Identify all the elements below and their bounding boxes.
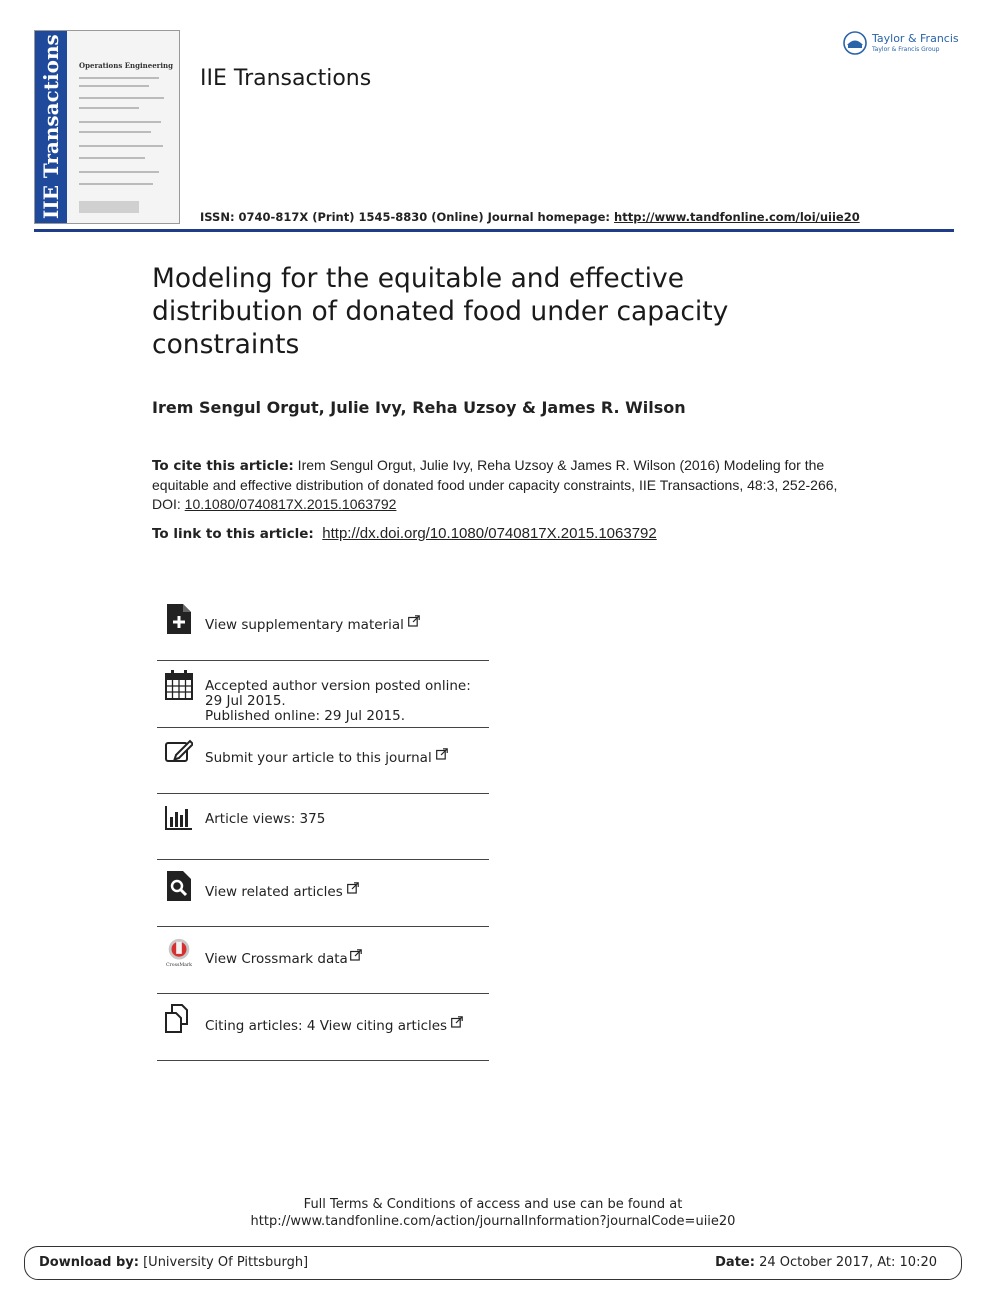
info-divider xyxy=(157,660,489,661)
citation-text: Irem Sengul Orgut, Julie Ivy, Reha Uzsoy & James R. Wilson (2016) Modeling for the equitable and effective distribution of donated food under capacity constraints, IIE Transactions, 48:3, 252-266, DOI: xyxy=(152,457,838,512)
citation-block xyxy=(152,456,852,514)
supplementary-material-link[interactable] xyxy=(205,615,490,633)
cover-publisher-mark xyxy=(79,201,139,213)
cover-line xyxy=(79,121,161,123)
info-divider xyxy=(157,859,489,860)
published-date: Published online: 29 Jul 2015. xyxy=(205,708,406,724)
journal-name: IIE Transactions xyxy=(200,66,372,91)
publication-dates-text xyxy=(205,679,490,724)
crossmark-label: View Crossmark data xyxy=(205,951,348,967)
publisher-logo-icon xyxy=(842,30,868,56)
citation-doi-link[interactable]: 10.1080/0740817X.2015.1063792 xyxy=(184,496,397,512)
article-title: Modeling for the equitable and effective distribution of donated food under capacity constraints xyxy=(152,263,729,360)
crossmark-item[interactable] xyxy=(157,935,489,993)
info-divider xyxy=(157,1060,489,1061)
accepted-date: Accepted author version posted online: 29 Jul 2015. xyxy=(205,678,471,709)
crossmark-link[interactable] xyxy=(205,949,490,967)
crossmark-icon xyxy=(165,937,193,967)
related-articles-item[interactable] xyxy=(157,868,489,926)
edit-icon xyxy=(165,736,193,766)
cover-line xyxy=(79,157,145,159)
cover-spine xyxy=(35,31,67,223)
article-link-label: To link to this article: xyxy=(152,526,314,542)
cover-line xyxy=(79,77,159,79)
article-link-block xyxy=(152,525,657,542)
info-divider xyxy=(157,926,489,927)
citing-articles-label: Citing articles: 4 View citing articles xyxy=(205,1018,448,1034)
cover-line xyxy=(79,131,151,133)
crossmark-caption: CrossMark xyxy=(165,963,193,967)
supplementary-material-item[interactable] xyxy=(157,604,489,660)
cover-title: Operations Engineering xyxy=(79,61,174,70)
supplementary-material-label: View supplementary material xyxy=(205,617,404,633)
date-label: Date: xyxy=(715,1255,755,1270)
download-info-bar xyxy=(24,1246,962,1280)
issn-text: ISSN: 0740-817X (Print) 1545-8830 (Online) Journal homepage: xyxy=(200,210,615,224)
cover-line xyxy=(79,145,163,147)
download-label: Download by: xyxy=(39,1255,139,1270)
bar-chart-icon xyxy=(165,804,193,834)
article-views-item xyxy=(157,802,489,860)
external-link-icon xyxy=(436,748,448,764)
journal-cover-image xyxy=(34,30,180,224)
citing-articles-item[interactable] xyxy=(157,1002,489,1060)
info-divider xyxy=(157,727,489,728)
external-link-icon xyxy=(347,882,359,898)
date-value: 24 October 2017, At: 10:20 xyxy=(754,1255,937,1270)
citation-label: To cite this article: xyxy=(152,458,294,474)
related-articles-label: View related articles xyxy=(205,884,343,900)
magnify-document-icon xyxy=(165,871,193,901)
journal-homepage-link[interactable]: http://www.tandfonline.com/loi/uiie20 xyxy=(614,210,860,224)
header-divider xyxy=(34,229,954,232)
calendar-icon xyxy=(165,670,193,700)
article-authors: Irem Sengul Orgut, Julie Ivy, Reha Uzsoy & James R. Wilson xyxy=(152,398,686,417)
cover-line xyxy=(79,171,159,173)
external-link-icon xyxy=(451,1016,463,1032)
citing-articles-link[interactable] xyxy=(205,1016,490,1034)
terms-link[interactable]: http://www.tandfonline.com/action/journalInformation?journalCode=uiie20 xyxy=(250,1214,736,1229)
related-articles-link[interactable] xyxy=(205,882,490,900)
publisher-name: Taylor & Francis xyxy=(872,32,959,45)
document-plus-icon xyxy=(165,604,193,634)
article-doi-link[interactable]: http://dx.doi.org/10.1080/0740817X.2015.1063792 xyxy=(322,525,657,542)
cover-line xyxy=(79,183,153,185)
publication-dates-item xyxy=(157,668,489,726)
external-link-icon xyxy=(408,615,420,631)
external-link-icon xyxy=(350,949,362,965)
terms-of-use xyxy=(0,1196,986,1230)
download-institution: [University Of Pittsburgh] xyxy=(138,1255,309,1270)
submit-article-link[interactable] xyxy=(205,748,490,766)
download-by xyxy=(39,1255,308,1270)
article-views-text: Article views: 375 xyxy=(205,811,326,827)
cover-line xyxy=(79,107,139,109)
issn-line xyxy=(200,210,860,224)
publisher-logo xyxy=(842,30,959,60)
cover-line xyxy=(79,85,149,87)
terms-text: Full Terms & Conditions of access and use can be found at xyxy=(303,1197,683,1212)
cover-line xyxy=(79,97,164,99)
download-date xyxy=(715,1255,937,1270)
info-divider xyxy=(157,993,489,994)
info-divider xyxy=(157,793,489,794)
publisher-group: Taylor & Francis Group xyxy=(872,46,940,53)
cover-spine-title: IIE Transactions xyxy=(39,34,63,219)
citing-documents-icon xyxy=(165,1004,193,1034)
submit-article-label: Submit your article to this journal xyxy=(205,750,432,766)
submit-article-item[interactable] xyxy=(157,736,489,794)
